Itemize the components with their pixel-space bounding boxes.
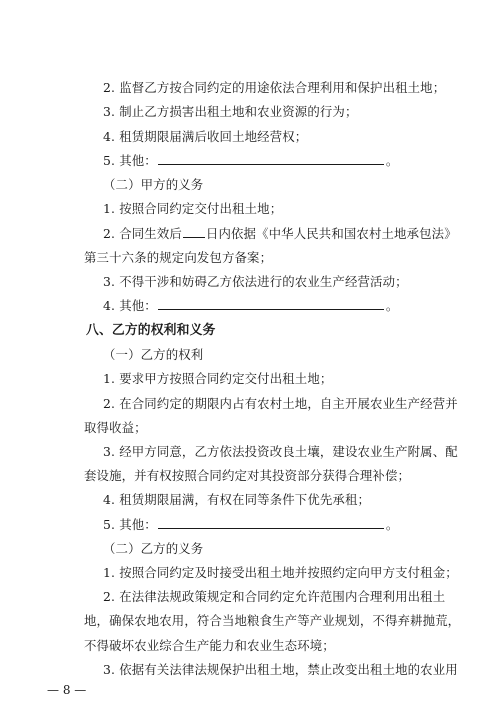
- clause-reclaim-land: 4. 租赁期限届满后收回土地经营权；: [103, 129, 308, 144]
- page-number: — 8 —: [47, 683, 87, 697]
- clause-deliver-land: 1. 按照合同约定交付出租土地；: [103, 201, 283, 216]
- clause-stop-damage: 3. 制止乙方损害出租土地和农业资源的行为；: [103, 104, 358, 119]
- clause-supervise-use: 2. 监督乙方按合同约定的用途依法合理利用和保护出租土地；: [103, 80, 446, 95]
- clause-occupy-land: 2. 在合同约定的期限内占有农村土地，自主开展农业生产经营并: [103, 396, 458, 411]
- section-heading-lessee-duties: （二）乙方的义务: [103, 541, 204, 556]
- clause-label: 5. 其他：: [103, 153, 157, 168]
- clause-filing-deadline: [103, 226, 457, 242]
- clause-protect-land: 3. 依据有关法律法规保护出租土地，禁止改变出租土地的农业用: [103, 662, 458, 677]
- fill-in-blank: [158, 298, 384, 310]
- clause-reasonable-use-continuation-1: 地，确保农地农用，符合当地粮食生产等产业规划，不得弃耕抛荒，: [84, 613, 461, 628]
- clause-pay-rent: 1. 按照合同约定及时接受出租土地并按照约定向甲方支付租金；: [103, 565, 458, 580]
- clause-label: 2. 合同生效后: [103, 226, 182, 241]
- clause-other-lessee-rights: [103, 517, 398, 533]
- clause-request-delivery: 1. 要求甲方按照合同约定交付出租土地；: [103, 371, 333, 386]
- clause-other-lessor-rights: [103, 153, 398, 169]
- clause-occupy-land-continuation: 取得收益；: [84, 420, 147, 435]
- clause-priority-lease: 4. 租赁期限届满，有权在同等条件下优先承租；: [103, 492, 371, 507]
- article-heading-lessee-rights-duties: 八、乙方的权利和义务: [86, 323, 216, 338]
- clause-reasonable-use-continuation-2: 不得破坏农业综合生产能力和农业生态环境；: [84, 638, 335, 653]
- clause-end-mark: 。: [385, 298, 399, 313]
- clause-reasonable-use: 2. 在法律法规政策规定和合同约定允许范围内合理利用出租土: [103, 589, 446, 604]
- clause-text: 日内依据《中华人民共和国农村土地承包法》: [205, 226, 457, 241]
- clause-improve-soil-continuation: 套设施，并有权按照合同约定对其投资部分获得合理补偿；: [84, 468, 411, 483]
- section-heading-lessor-duties: （二）甲方的义务: [103, 177, 204, 192]
- section-heading-lessee-rights: （一）乙方的权利: [103, 347, 204, 362]
- clause-filing-continuation: 第三十六条的规定向发包方备案；: [84, 250, 273, 265]
- days-blank: [183, 226, 205, 238]
- clause-label: 4. 其他：: [103, 298, 157, 313]
- fill-in-blank: [158, 517, 384, 529]
- clause-end-mark: 。: [385, 153, 399, 168]
- clause-no-interference: 3. 不得干涉和妨碍乙方依法进行的农业生产经营活动；: [103, 274, 408, 289]
- clause-label: 5. 其他：: [103, 517, 157, 532]
- fill-in-blank: [158, 153, 384, 165]
- clause-end-mark: 。: [385, 517, 399, 532]
- clause-improve-soil: 3. 经甲方同意，乙方依法投资改良土壤，建设农业生产附属、配: [103, 444, 458, 459]
- clause-other-lessor-duties: [103, 298, 398, 314]
